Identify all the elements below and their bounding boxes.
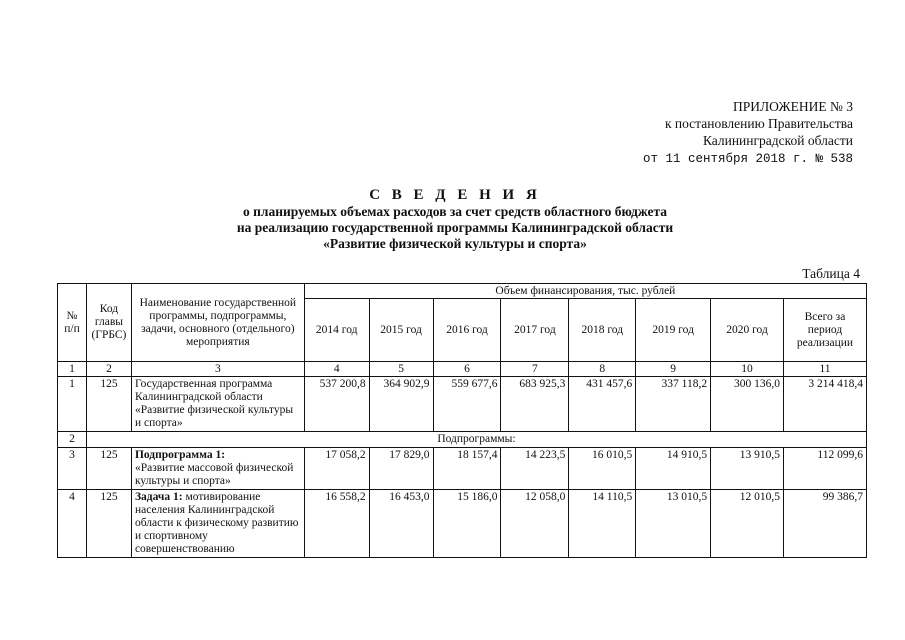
row1-2016: 559 677,6 <box>433 377 501 432</box>
header-year-2019: 2019 год <box>636 299 711 362</box>
heading-line-4: «Развитие физической культуры и спорта» <box>323 236 587 251</box>
row4-2014: 16 558,2 <box>304 490 369 558</box>
appendix-line-2: к постановлению Правительства <box>664 116 853 131</box>
header-year-2014: 2014 год <box>304 299 369 362</box>
colnum-9: 9 <box>636 362 711 377</box>
row1-2015: 364 902,9 <box>369 377 433 432</box>
row4-name <box>131 490 304 558</box>
colnum-7: 7 <box>501 362 569 377</box>
row1-total: 3 214 418,4 <box>783 377 866 432</box>
row4-2016: 15 186,0 <box>433 490 501 558</box>
section-label: Подпрограммы: <box>86 432 866 448</box>
row4-name-bold: Задача 1: <box>134 491 183 503</box>
row1-2017: 683 925,3 <box>501 377 569 432</box>
row1-code: 125 <box>86 377 131 432</box>
row3-2020: 13 910,5 <box>711 448 784 490</box>
column-number-row <box>58 362 867 377</box>
heading-line-3: на реализацию государственной программы Калининградской области <box>236 220 674 235</box>
row4-name-rest: мотивирование населения Калининградской области к физическому развитию и спортивному совершенствованию <box>134 491 299 555</box>
row3-code: 125 <box>86 448 131 490</box>
row1-2019: 337 118,2 <box>636 377 711 432</box>
heading-line-2: о планируемых объемах расходов за счет средств областного бюджета <box>242 204 668 219</box>
table-row-section <box>58 432 867 448</box>
funding-table <box>57 283 867 558</box>
header-total: Всего за период реализации <box>783 299 866 362</box>
colnum-10: 10 <box>711 362 784 377</box>
row3-name-rest: «Развитие массовой физической культуры и спорта» <box>134 462 294 487</box>
row3-name-bold: Подпрограмма 1: <box>134 449 226 461</box>
row4-total: 99 386,7 <box>783 490 866 558</box>
date-year: 2018 г. № <box>747 152 831 166</box>
table-label: Таблица 4 <box>802 266 860 281</box>
colnum-2: 2 <box>86 362 131 377</box>
table-row-task <box>58 490 867 558</box>
row2-num: 2 <box>58 432 87 448</box>
row3-2018: 16 010,5 <box>569 448 636 490</box>
row4-num: 4 <box>58 490 87 558</box>
header-year-2016: 2016 год <box>433 299 501 362</box>
row1-num: 1 <box>58 377 87 432</box>
decree-number: 538 <box>830 152 853 166</box>
row1-2014: 537 200,8 <box>304 377 369 432</box>
appendix-block <box>643 98 853 168</box>
row4-code: 125 <box>86 490 131 558</box>
row1-2020: 300 136,0 <box>711 377 784 432</box>
appendix-date-line <box>643 149 853 168</box>
row4-2019: 13 010,5 <box>636 490 711 558</box>
colnum-3: 3 <box>131 362 304 377</box>
colnum-5: 5 <box>369 362 433 377</box>
table-row-subprogram <box>58 448 867 490</box>
header-year-2017: 2017 год <box>501 299 569 362</box>
colnum-4: 4 <box>304 362 369 377</box>
header-code: Код главы (ГРБС) <box>86 284 131 362</box>
header-name: Наименование государственной программы, подпрограммы, задачи, основного (отдельного) мероприятия <box>131 284 304 362</box>
colnum-1: 1 <box>58 362 87 377</box>
appendix-line-3: Калининградской области <box>702 133 853 148</box>
row3-num: 3 <box>58 448 87 490</box>
row4-2020: 12 010,5 <box>711 490 784 558</box>
row3-2019: 14 910,5 <box>636 448 711 490</box>
header-row-1 <box>58 284 867 299</box>
row4-2017: 12 058,0 <box>501 490 569 558</box>
header-year-2020: 2020 год <box>711 299 784 362</box>
row1-2018: 431 457,6 <box>569 377 636 432</box>
row3-2014: 17 058,2 <box>304 448 369 490</box>
document-heading <box>130 186 780 252</box>
header-num: № п/п <box>58 284 87 362</box>
row4-2015: 16 453,0 <box>369 490 433 558</box>
row3-2016: 18 157,4 <box>433 448 501 490</box>
colnum-6: 6 <box>433 362 501 377</box>
row3-name <box>131 448 304 490</box>
colnum-11: 11 <box>783 362 866 377</box>
table-row-program <box>58 377 867 432</box>
row3-2015: 17 829,0 <box>369 448 433 490</box>
date-day-month: 11 сентября <box>665 152 748 166</box>
colnum-8: 8 <box>569 362 636 377</box>
header-funding: Объем финансирования, тыс. рублей <box>304 284 866 299</box>
appendix-title: ПРИЛОЖЕНИЕ № 3 <box>732 99 853 114</box>
heading-title: С В Е Д Е Н И Я <box>369 187 541 203</box>
row4-2018: 14 110,5 <box>569 490 636 558</box>
row3-total: 112 099,6 <box>783 448 866 490</box>
header-year-2015: 2015 год <box>369 299 433 362</box>
row3-2017: 14 223,5 <box>501 448 569 490</box>
header-year-2018: 2018 год <box>569 299 636 362</box>
date-prefix: от <box>642 152 666 166</box>
row1-name: Государственная программа Калининградской области «Развитие физической культуры и спорта» <box>131 377 304 432</box>
